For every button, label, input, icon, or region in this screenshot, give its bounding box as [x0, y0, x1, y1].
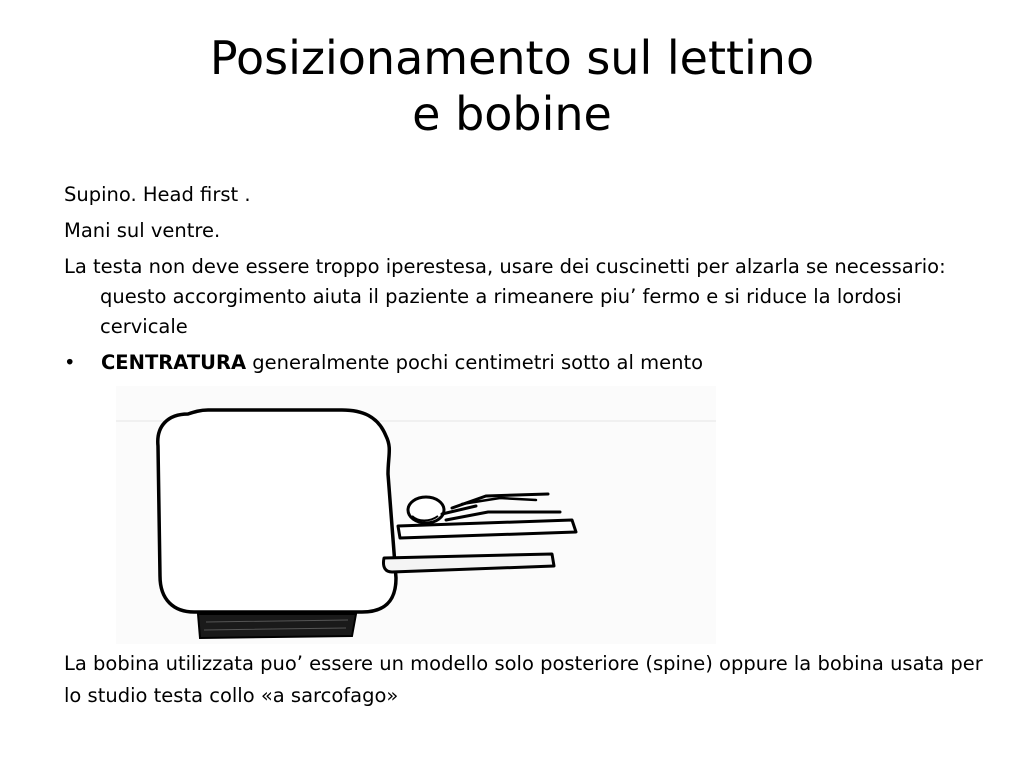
slide-title-line-1: Posizionamento sul lettino [209, 31, 815, 85]
slide-title [0, 30, 1024, 142]
bullet-centering [64, 348, 984, 378]
caption-coil: La bobina utilizzata puo’ essere un modello solo posteriore (spine) oppure la bobina usata per lo studio testa collo «a sarcofago» [64, 652, 983, 707]
mri-sketch-figure [116, 386, 716, 644]
slide-title-line-2: e bobine [412, 87, 612, 141]
mri-scanner-patient-sketch-icon [116, 386, 716, 644]
paragraph-hands: Mani sul ventre. [64, 219, 221, 242]
bullet-text: generalmente pochi centimetri sotto al mento [246, 351, 704, 374]
bullet-marker: • [64, 351, 76, 374]
slide-body [64, 180, 984, 378]
paragraph-supine: Supino. Head first . [64, 183, 251, 206]
bullet-content [101, 348, 703, 378]
bullet-bold-term: CENTRATURA [101, 351, 247, 374]
paragraph-head-position: La testa non deve essere troppo iperestesa, usare dei cuscinetti per alzarla se necessario: questo accorgimento aiuta il paziente a rimeanere piu’ fermo e si riduce la lordosi cervicale [64, 255, 946, 338]
